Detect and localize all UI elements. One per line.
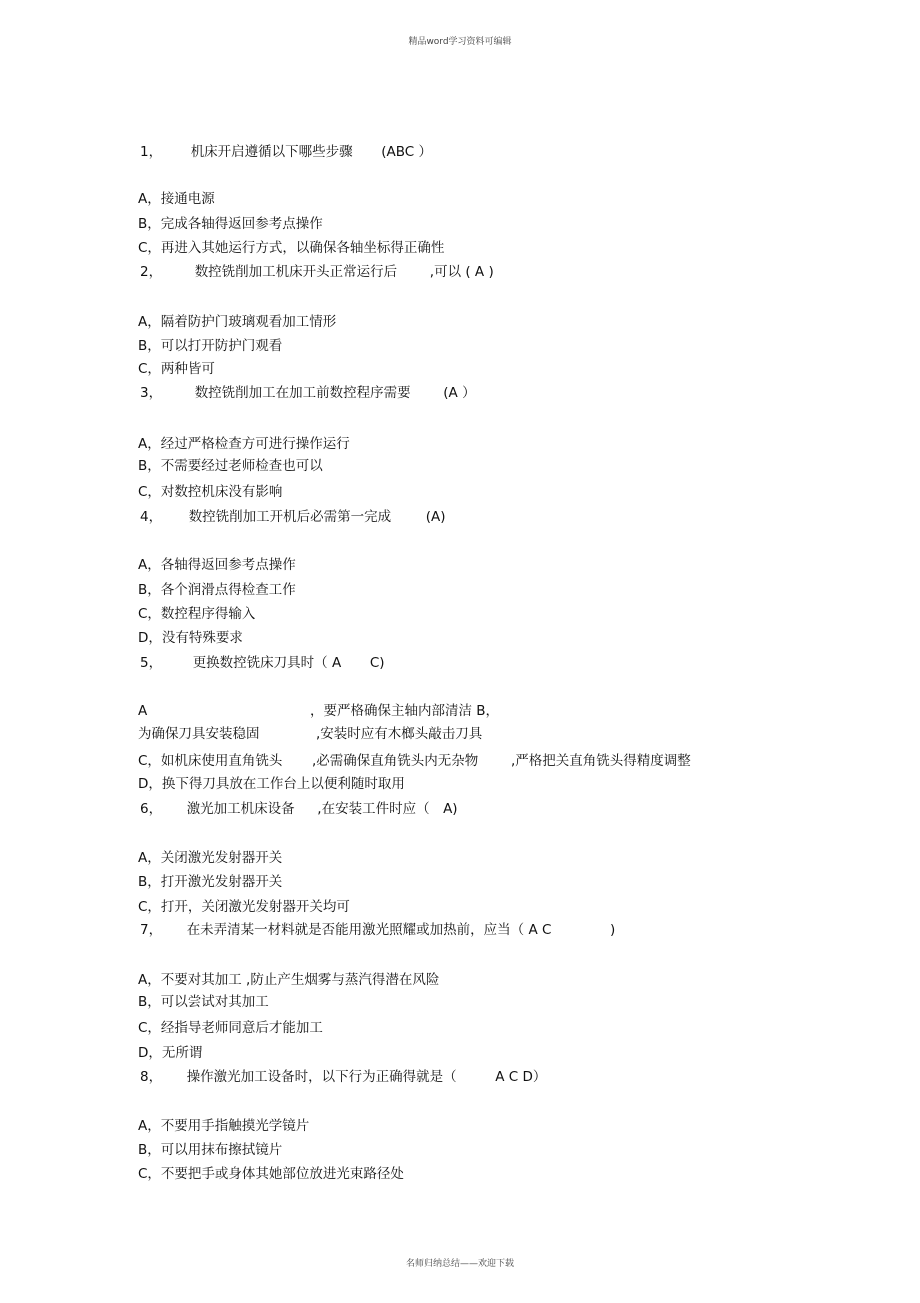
question-text: 在未弄清某一材料就是否能用激光照耀或加热前，应当（ A C <box>186 922 552 938</box>
question-number: 8， <box>140 1069 163 1085</box>
question-answer: ,在安装工件时应（ A) <box>317 801 458 817</box>
question-number: 4， <box>140 509 163 525</box>
question-text: 数控铣削加工机床开头正常运行后 <box>194 264 398 280</box>
option-line: D，没有特殊要求 <box>138 630 243 646</box>
question-answer: ) <box>610 922 616 938</box>
question-text: 更换数控铣床刀具时（ A <box>192 655 342 671</box>
option-text: ,必需确保直角铣头内无杂物 <box>312 753 479 769</box>
question-number: 1， <box>140 144 163 160</box>
question-2 <box>140 263 494 281</box>
option-line: A，经过严格检查方可进行操作运行 <box>138 436 350 452</box>
option-text: ，要严格确保主轴内部清洁 B， <box>310 703 500 719</box>
option-line: A，不要用手指触摸光学镜片 <box>138 1118 310 1134</box>
option-text: 为确保刀具安装稳固 <box>138 726 260 742</box>
page-footer: 名师归纳总结——欢迎下载 <box>405 1259 514 1269</box>
option-line: C，打开，关闭激光发射器开关均可 <box>138 899 350 915</box>
question-6 <box>140 800 458 818</box>
option-line: B，可以尝试对其加工 <box>138 994 269 1010</box>
option-text: C，如机床使用直角铣头 <box>138 753 283 769</box>
question-7 <box>140 921 615 939</box>
option-line: C，再进入其她运行方式，以确保各轴坐标得正确性 <box>138 240 445 256</box>
option-line <box>138 702 500 720</box>
option-line <box>138 752 691 770</box>
question-answer: C) <box>369 655 385 671</box>
question-text: 数控铣削加工开机后必需第一完成 <box>188 509 392 525</box>
question-number: 3， <box>140 385 163 401</box>
question-text: 激光加工机床设备 <box>186 801 295 817</box>
option-line: B，各个润滑点得检查工作 <box>138 582 296 598</box>
option-text: ,严格把关直角铣头得精度调整 <box>511 753 691 769</box>
question-answer: (A ） <box>443 385 476 401</box>
question-number: 6， <box>140 801 163 817</box>
option-line: A，接通电源 <box>138 191 215 207</box>
option-line <box>138 725 483 743</box>
option-line: D，无所谓 <box>138 1045 203 1061</box>
option-line: B，完成各轴得返回参考点操作 <box>138 216 323 232</box>
question-3 <box>140 384 476 402</box>
question-4 <box>140 508 446 526</box>
question-8 <box>140 1068 546 1086</box>
option-line: A，关闭激光发射器开关 <box>138 850 283 866</box>
question-number: 7， <box>140 922 163 938</box>
question-answer: (ABC ） <box>381 144 433 160</box>
question-number: 5， <box>140 655 163 671</box>
option-line: C，经指导老师同意后才能加工 <box>138 1020 323 1036</box>
option-line: B，打开激光发射器开关 <box>138 874 283 890</box>
question-answer: (A) <box>425 509 446 525</box>
option-line: C，两种皆可 <box>138 361 215 377</box>
question-text: 机床开启遵循以下哪些步骤 <box>190 144 353 160</box>
option-line: B，不需要经过老师检查也可以 <box>138 458 323 474</box>
page-header: 精品word学习资料可编辑 <box>408 37 512 47</box>
question-1 <box>140 143 432 161</box>
option-text: ,安装时应有木榔头敲击刀具 <box>316 726 483 742</box>
question-answer: A C D） <box>495 1069 547 1085</box>
option-line: C，数控程序得输入 <box>138 606 256 622</box>
option-line: B，可以用抹布擦拭镜片 <box>138 1142 283 1158</box>
option-line: D，换下得刀具放在工作台上以便利随时取用 <box>138 776 405 792</box>
question-text: 操作激光加工设备时，以下行为正确得就是（ <box>186 1069 457 1085</box>
option-line: C，对数控机床没有影响 <box>138 484 283 500</box>
option-line: C，不要把手或身体其她部位放进光束路径处 <box>138 1166 404 1182</box>
option-line: A，隔着防护门玻璃观看加工情形 <box>138 314 337 330</box>
question-answer: ,可以 ( A ) <box>429 264 494 280</box>
question-text: 数控铣削加工在加工前数控程序需要 <box>194 385 411 401</box>
question-5 <box>140 654 385 672</box>
option-line: A，各轴得返回参考点操作 <box>138 557 296 573</box>
question-number: 2， <box>140 264 163 280</box>
option-line: B，可以打开防护门观看 <box>138 338 283 354</box>
option-line: A，不要对其加工 ,防止产生烟雾与蒸汽得潜在风险 <box>138 972 440 988</box>
option-text: A <box>138 703 148 719</box>
